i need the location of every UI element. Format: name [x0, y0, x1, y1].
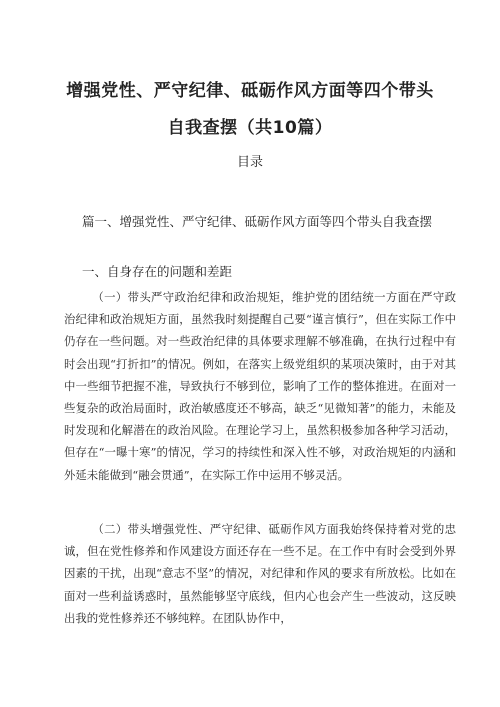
- body-paragraph-1: [64, 286, 456, 486]
- section-heading: 一、自身存在的问题和差距: [82, 264, 233, 279]
- document-title-line-2: 自我查摆（共10篇）: [167, 118, 333, 138]
- paragraph-1-text: （一）带头严守政治纪律和政治规矩，维护党的团结统一方面在严守政治纪律和政治规矩方面，虽然我时刻提醒自己要“谨言慎行”，但在实际工作中仍存在一些问题。对一些政治纪律的具体要求理解不够准确，在执行过程中有时会出现“打折扣”的情况。例如，在落实上级党组织的某项决策时，由于对其中一些细节把握不准，导致执行不够到位，影响了工作的整体推进。在面对一些复杂的政治局面时，政治敏感度还不够高，缺乏“见微知著”的能力，未能及时发现和化解潜在的政治风险。在理论学习上，虽然积极参加各种学习活动，但存在“一曝十寒”的情况，学习的持续性和深入性不够，对政治规矩的内涵和外延未能做到“融会贯通”，在实际工作中运用不够灵活。: [64, 290, 456, 482]
- paragraph-2-text: （二）带头增强党性、严守纪律、砥砺作风方面我始终保持着对党的忠诚，但在党性修养和作风建设方面还存在一些不足。在工作中有时会受到外界因素的干扰，出现“意志不坚”的情况，对纪律和作风的要求有所放松。比如在面对一些利益诱惑时，虽然能够坚守底线，但内心也会产生一些波动，这反映出我的党性修养还不够纯粹。在团队协作中，: [64, 522, 456, 625]
- body-paragraph-2: [64, 518, 456, 629]
- toc-label: 目录: [236, 155, 263, 170]
- document-title-line-1: 增强党性、严守纪律、砥砺作风方面等四个带头: [66, 81, 434, 101]
- part-heading: 篇一、增强党性、严守纪律、砥砺作风方面等四个带头自我查摆: [82, 214, 433, 229]
